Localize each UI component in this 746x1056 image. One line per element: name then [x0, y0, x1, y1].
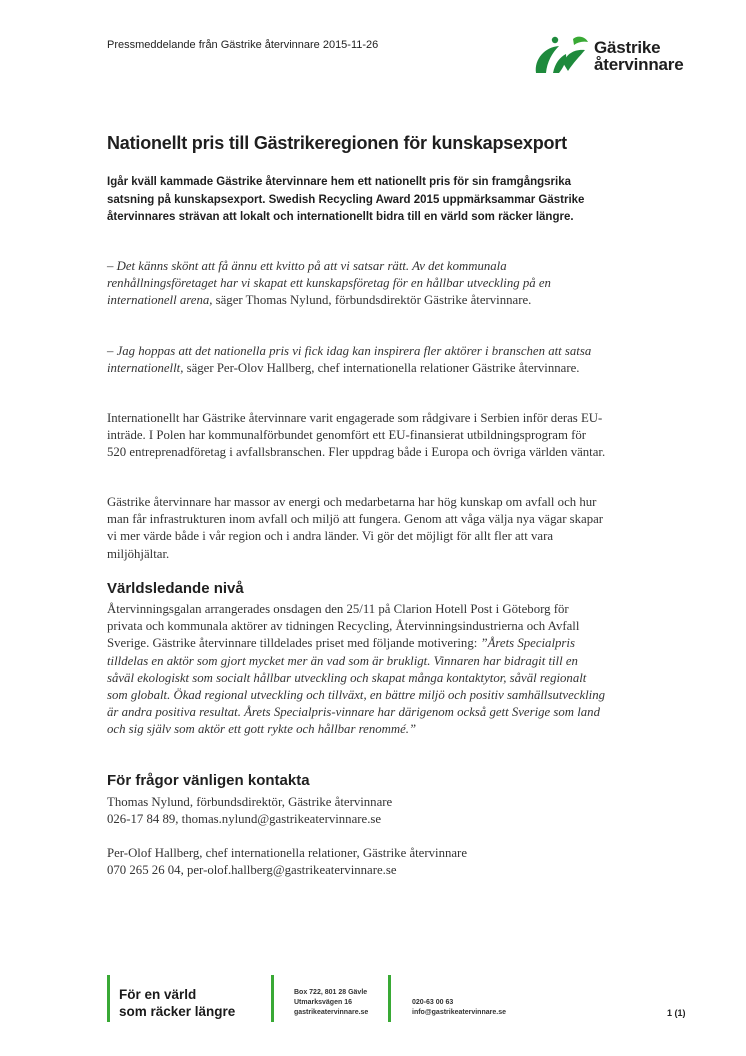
logo-line-1: Gästrike	[594, 38, 661, 57]
paragraph-energy: Gästrike återvinnare har massor av energi och medarbetarna har hög kunskap om avfall och hur man får infrastrukturen inom avfall och miljö att fungera. Genom att våga välja nya vägar skapar vi mer värde både i vår region och i andra länder. Vi gör det möjligt för allt fler att vara miljöhjältar.	[107, 495, 604, 561]
contact-1-details: 026-17 84 89, thomas.nylund@gastrikeatervinnare.se	[107, 812, 382, 827]
footer-phone: 020-63 00 63	[412, 999, 454, 1006]
logo-wordmark	[594, 39, 683, 73]
contact-1-name: Thomas Nylund, förbundsdirektör, Gästrike återvinnare	[107, 795, 393, 809]
address-website: gastrikeatervinnare.se	[294, 1009, 369, 1016]
slogan-line-2: som räcker längre	[119, 1004, 236, 1019]
section-heading-contact: För frågor vänligen kontakta	[107, 772, 310, 789]
footer-divider-1	[107, 975, 110, 1022]
section-heading-world: Världsledande nivå	[107, 580, 244, 597]
lead-paragraph: Igår kväll kammade Gästrike återvinnare hem ett nationellt pris för sin framgångsrika satsning på kunskapsexport. Swedish Recycling Award 2015 uppmärksammar Gästrike återvinnares strävan att lokalt och internationellt bidra till en värld som räcker längre.	[107, 176, 585, 223]
footer-email: info@gastrikeatervinnare.se	[412, 1009, 506, 1016]
page-number: 1 (1)	[667, 1008, 686, 1018]
quote-2-italic: – Jag hoppas att det nationella pris vi fick idag kan inspirera fler aktörer i branschen att satsa internationellt,	[107, 344, 592, 376]
header-line: Pressmeddelande från Gästrike återvinnare 2015-11-26	[107, 39, 379, 51]
contact-2-name: Per-Olof Hallberg, chef internationella relationer, Gästrike återvinnare	[107, 846, 467, 860]
contact-person-1	[107, 794, 607, 828]
paragraph-world	[107, 601, 607, 739]
contact-2-details: 070 265 26 04, per-olof.hallberg@gastrikeatervinnare.se	[107, 863, 397, 878]
footer-divider-3	[388, 975, 391, 1022]
slogan-line-1: För en värld	[119, 987, 197, 1002]
world-intro: Återvinningsgalan arrangerades onsdagen den 25/11 på Clarion Hotell Post i Göteborg för privata och kommunala aktörer av tidningen Recycling, Återvinningsindustrierna och Avfall Sverige. Gästrike återvinnare tilldelades priset med följande motivering:	[107, 602, 580, 651]
footer-contact	[412, 998, 506, 1018]
quote-1-italic: – Det känns skönt att få ännu ett kvitto på att vi satsar rätt. Av det kommunala renhållningsföretaget har vi skapat ett kunskapsföretag för en hållbar utveckling på en internationell arena,	[107, 259, 551, 308]
logo-line-2: återvinnare	[594, 55, 684, 74]
quote-paragraph-2	[107, 343, 607, 377]
contact-person-2	[107, 845, 607, 879]
quote-1-attribution: säger Thomas Nylund, förbundsdirektör Gästrike återvinnare.	[212, 293, 532, 308]
address-line-1: Box 722, 801 28 Gävle	[294, 989, 368, 996]
quote-paragraph-1	[107, 258, 607, 310]
quote-2-attribution: säger Per-Olov Hallberg, chef internationella relationer Gästrike återvinnare.	[183, 361, 580, 376]
footer-slogan	[119, 986, 235, 1020]
footer-divider-2	[271, 975, 274, 1022]
page-title: Nationellt pris till Gästrikeregionen för kunskapsexport	[107, 133, 567, 153]
recycle-leaf-icon	[533, 33, 593, 77]
company-logo	[533, 33, 703, 81]
footer-address	[294, 988, 368, 1018]
world-motivation: ”Årets Specialpris tilldelas en aktör som gjort mycket mer än vad som är brukligt. Vinnaren har bidragit till en såväl ekologiskt som socialt hållbar utveckling och skapat många kontaktytor, såväl regionalt som globalt. Ökad regional utveckling och tillväxt, en bättre miljö och positiv samhällsutveckling är andra positiva resultat. Årets Specialpris-vinnare har därigenom också gett Sverige som land och sig själv som aktör ett gott rykte och hållbar renommé.”	[107, 636, 606, 737]
address-line-2: Utmarksvägen 16	[294, 999, 352, 1006]
paragraph-international: Internationellt har Gästrike återvinnare varit engagerade som rådgivare i Serbien inför deras EU-inträde. I Polen har kommunalförbundet genomfört ett EU-finansierat utbildningsprogram för 520 entreprenadföretag i avfallsbranschen. Fler uppdrag både i Europa och övriga världen väntar.	[107, 411, 606, 460]
